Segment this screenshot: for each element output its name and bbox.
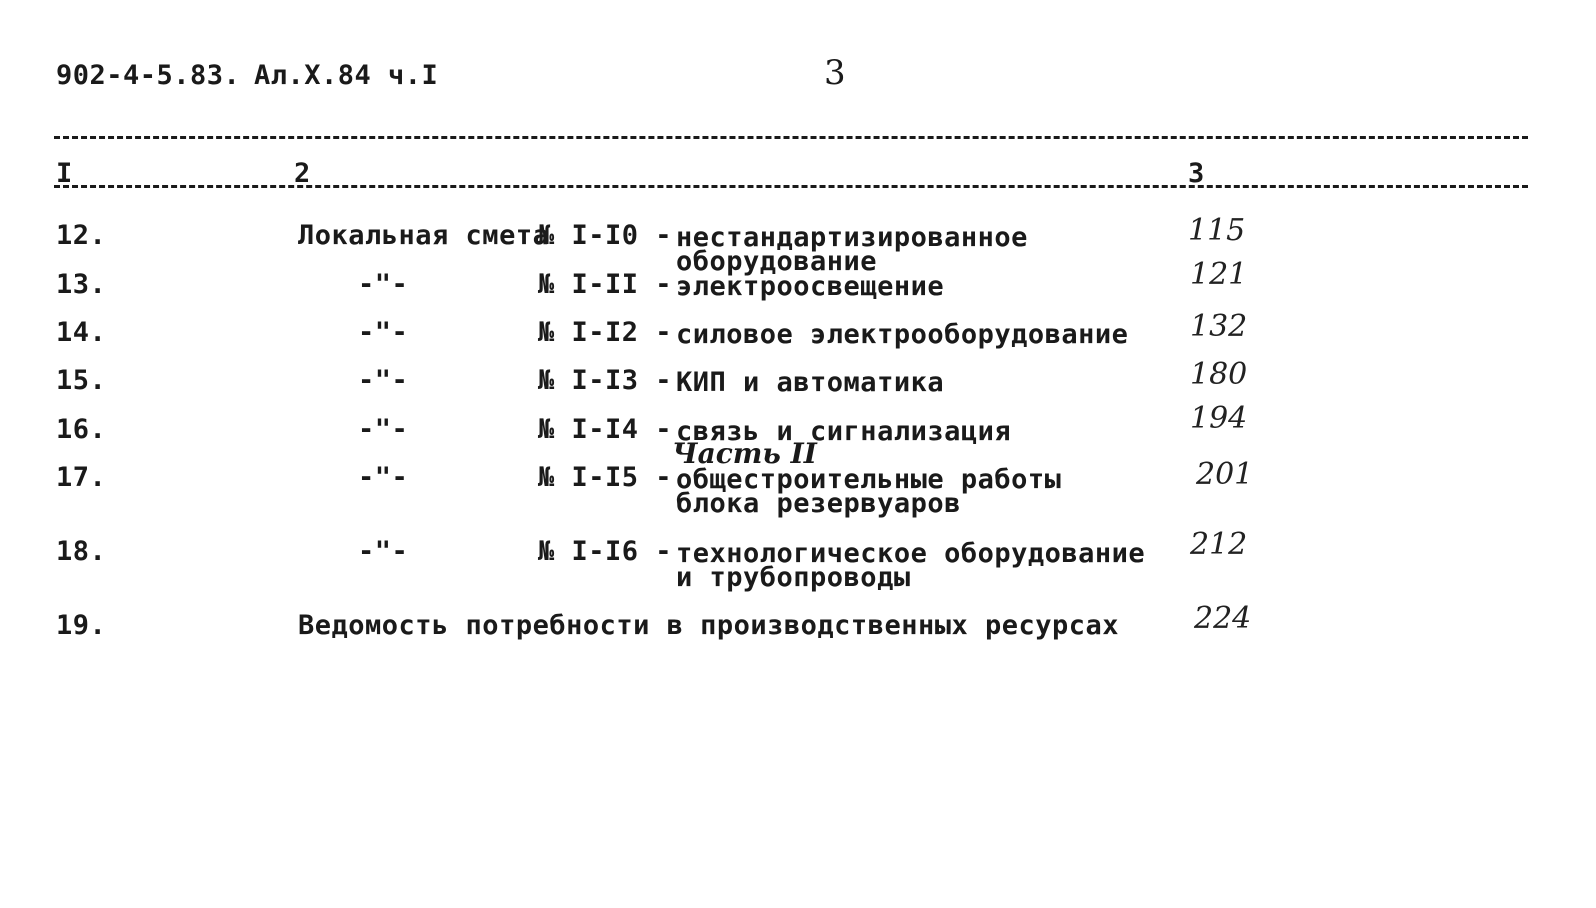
row-number: 12.: [56, 220, 107, 251]
row-number: 13.: [56, 269, 107, 300]
document-code: 902-4-5.83.: [56, 60, 241, 91]
row-number: 15.: [56, 365, 107, 396]
row-ref: № I-I6 -: [538, 536, 673, 567]
row-kind: -"-: [358, 317, 409, 348]
row-description-cont: и трубопроводы: [676, 562, 911, 593]
row-ref: № I-I3 -: [538, 365, 673, 396]
row-number: 19.: [56, 610, 107, 641]
row-page: 180: [1190, 357, 1248, 392]
handwritten-part-note: Часть II: [672, 437, 817, 470]
row-description: КИП и автоматика: [676, 367, 945, 398]
row-page: 224: [1194, 601, 1252, 636]
row-kind: Локальная смета: [298, 220, 550, 251]
row-number: 16.: [56, 414, 107, 445]
row-number: 18.: [56, 536, 107, 567]
row-description: силовое электрооборудование: [676, 319, 1129, 350]
row-ref: № I-I5 -: [538, 462, 673, 493]
row-kind: Ведомость потребности в производственных ресурсах: [298, 610, 1120, 641]
row-page: 212: [1190, 527, 1248, 562]
row-kind: -"-: [358, 269, 409, 300]
header-rule: [54, 185, 1528, 188]
row-number: 17.: [56, 462, 107, 493]
column-header-1: I: [56, 158, 73, 189]
row-ref: № I-I0 -: [538, 220, 673, 251]
row-page: 132: [1190, 309, 1248, 344]
row-ref: № I-I2 -: [538, 317, 673, 348]
row-description: общестроительные работы: [676, 464, 1062, 495]
album-reference: Ал.X.84 ч.I: [254, 60, 439, 91]
column-header-2: 2: [294, 158, 311, 189]
row-page: 201: [1196, 457, 1254, 492]
row-kind: -"-: [358, 462, 409, 493]
row-page: 194: [1190, 401, 1248, 436]
row-ref: № I-II -: [538, 269, 673, 300]
top-rule: [54, 136, 1528, 139]
page-number: 3: [824, 53, 847, 93]
row-description: технологическое оборудование: [676, 538, 1146, 569]
row-description: нестандартизированное: [676, 222, 1028, 253]
row-description: связь и сигнализация: [676, 416, 1012, 447]
row-number: 14.: [56, 317, 107, 348]
row-page: 115: [1188, 213, 1246, 248]
row-description-cont: оборудование: [676, 246, 878, 277]
column-header-3: 3: [1188, 158, 1205, 189]
row-page: 121: [1190, 257, 1248, 292]
row-ref: № I-I4 -: [538, 414, 673, 445]
row-kind: -"-: [358, 365, 409, 396]
row-kind: -"-: [358, 414, 409, 445]
row-description: электроосвещение: [676, 271, 945, 302]
row-kind: -"-: [358, 536, 409, 567]
row-description-cont: блока резервуаров: [676, 488, 961, 519]
